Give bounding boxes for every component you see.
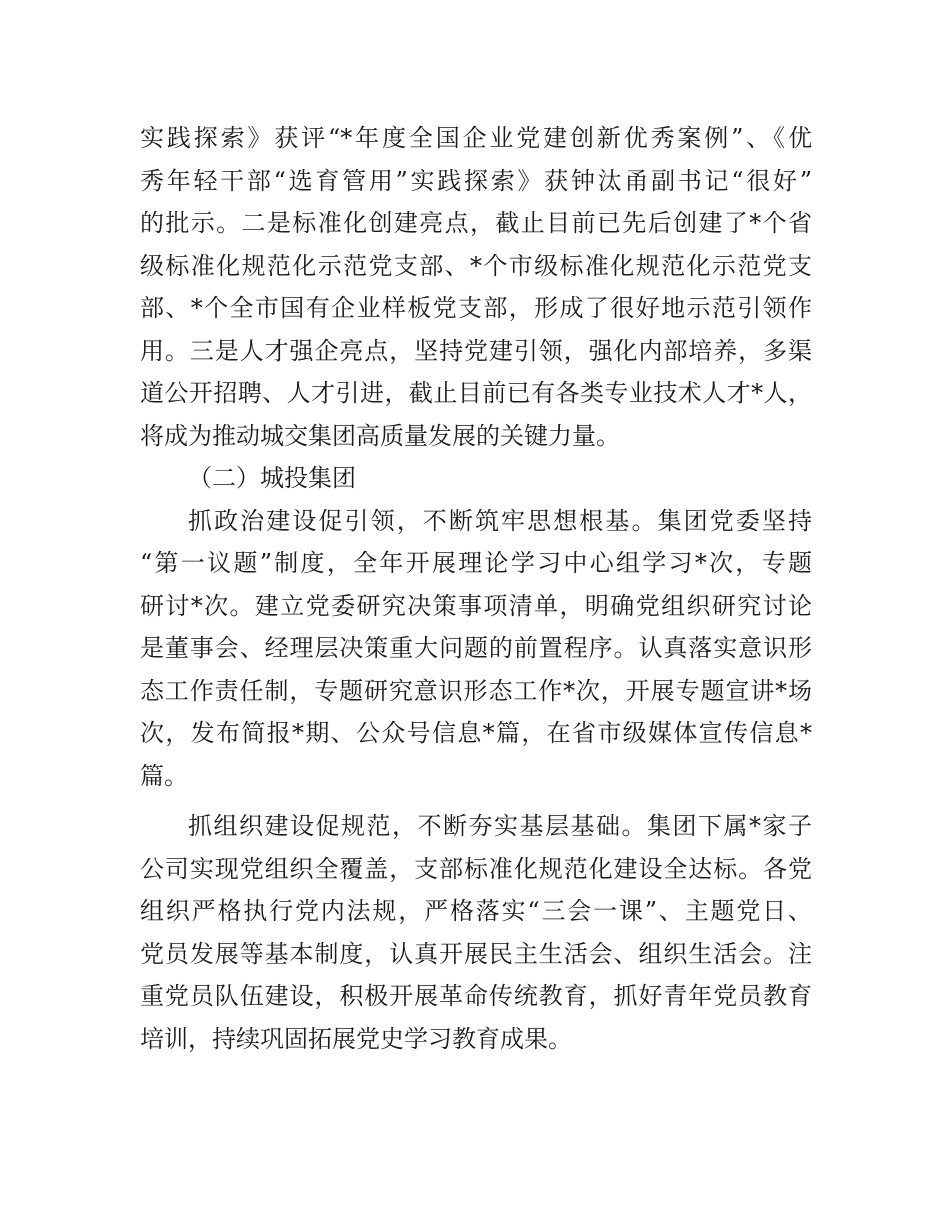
text-line: 态工作责任制，专题研究意识形态工作*次，开展专题宣讲*场 [140, 676, 812, 705]
paragraph-3 [140, 805, 812, 1060]
text-line: 组织严格执行党内法规，严格落实“三会一课”、主题党日、 [140, 897, 812, 925]
text-line: 实践探索》获评“*年度全国企业党建创新优秀案例”、《优 [140, 124, 812, 152]
text-line: 部、*个全市国有企业样板党支部，形成了很好地示范引领作 [140, 294, 812, 322]
text-line: “第一议题”制度，全年开展理论学习中心组学习*次，专题 [140, 549, 812, 577]
text-line: 培训，持续巩固拓展党史学习教育成果。 [140, 1024, 572, 1053]
text-line: 党员发展等基本制度，认真开展民主生活会、组织生活会。注 [140, 939, 812, 968]
text-line: 用。三是人才强企亮点，坚持党建引领，强化内部培养，多渠 [140, 336, 812, 365]
text-line: 抓政治建设促引领，不断筑牢思想根基。集团党委坚持 [188, 506, 812, 535]
text-line: 研讨*次。建立党委研究决策事项清单，明确党组织研究讨论 [140, 591, 812, 620]
text-line: 次，发布简报*期、公众号信息*篇，在省市级媒体宣传信息* [140, 719, 812, 747]
text-line: 是董事会、经理层决策重大问题的前置程序。认真落实意识形 [140, 634, 812, 662]
section-heading: （二）城投集团 [188, 464, 356, 492]
paragraph-spacer [140, 797, 812, 805]
text-line: 级标准化规范化示范党支部、*个市级标准化规范化示范党支 [140, 251, 812, 280]
text-line: 抓组织建设促规范，不断夯实基层基础。集团下属*家子 [188, 812, 812, 840]
text-line: 的批示。二是标准化创建亮点，截止目前已先后创建了*个省 [140, 209, 812, 237]
text-line: 秀年轻干部“选育管用”实践探索》获钟汰甬副书记“很好” [140, 166, 812, 195]
text-line: 将成为推动城交集团高质量发展的关键力量。 [140, 421, 620, 450]
document-body [140, 117, 812, 1060]
text-line: 重党员队伍建设，积极开展革命传统教育，抓好青年党员教育 [140, 982, 812, 1010]
text-line: 公司实现党组织全覆盖，支部标准化规范化建设全达标。各党 [140, 854, 812, 883]
paragraph-1 [140, 117, 812, 457]
paragraph-2 [140, 500, 812, 798]
text-line: 篇。 [140, 761, 188, 790]
text-line: 道公开招聘、人才引进，截止目前已有各类专业技术人才*人， [140, 379, 812, 407]
